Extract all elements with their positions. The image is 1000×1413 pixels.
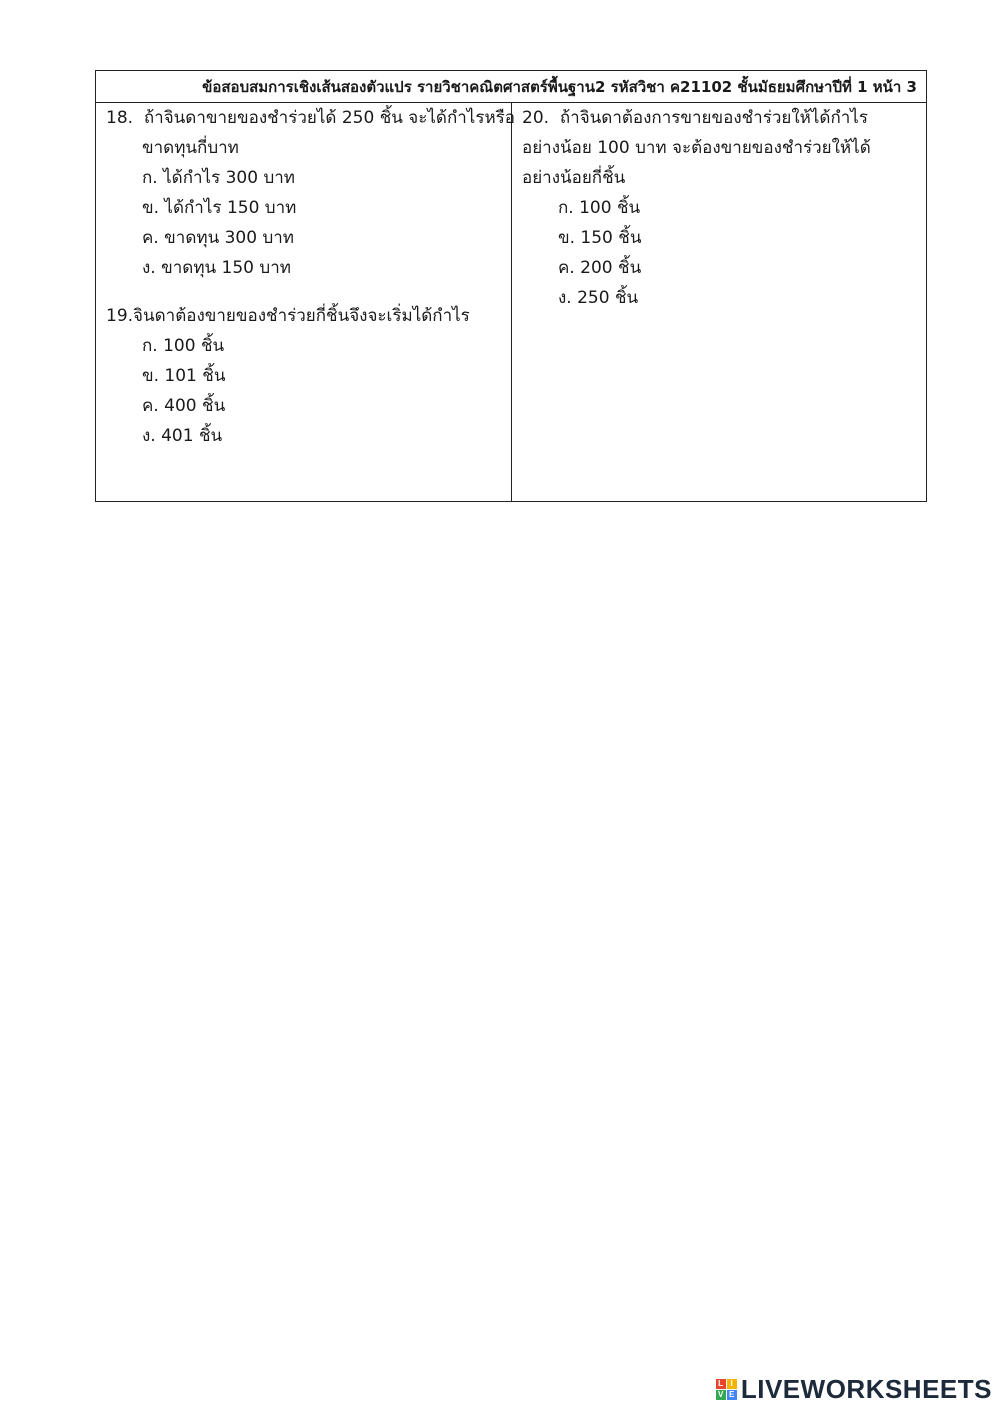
question-number: 18. (106, 108, 134, 128)
question-text: อย่างน้อยกี่ชิ้น (522, 168, 626, 188)
option-b[interactable]: ข. 101 ชิ้น (142, 366, 226, 386)
question-text: ขาดทุนกี่บาท (142, 138, 239, 158)
question-text: ถ้าจินดาต้องการขายของชำร่วยให้ได้กำไร (559, 108, 868, 128)
question-18 (106, 103, 515, 283)
option-d[interactable]: ง. 401 ชิ้น (142, 426, 223, 446)
logo-mark-icon (716, 1379, 737, 1400)
option-c[interactable]: ค. 200 ชิ้น (558, 258, 642, 278)
logo-mark-letter: V (716, 1390, 726, 1400)
right-column (512, 103, 926, 501)
question-columns (96, 103, 926, 501)
logo-mark-letter: L (716, 1379, 726, 1389)
option-b[interactable]: ข. 150 ชิ้น (558, 228, 642, 248)
option-a[interactable]: ก. 100 ชิ้น (558, 198, 641, 218)
logo-mark-letter: I (727, 1379, 737, 1389)
option-c[interactable]: ค. 400 ชิ้น (142, 396, 226, 416)
option-d[interactable]: ง. ขาดทุน 150 บาท (142, 258, 291, 278)
option-a[interactable]: ก. 100 ชิ้น (142, 336, 225, 356)
option-b[interactable]: ข. ได้กำไร 150 บาท (142, 198, 297, 218)
option-a[interactable]: ก. ได้กำไร 300 บาท (142, 168, 296, 188)
exam-sheet (95, 70, 927, 502)
question-number: 19. (106, 306, 134, 326)
question-text: จินดาต้องขายของชำร่วยกี่ชิ้นจึงจะเริ่มได้กำไร (133, 306, 470, 326)
question-20 (522, 103, 871, 313)
liveworksheets-logo (716, 1374, 992, 1405)
question-text: อย่างน้อย 100 บาท จะต้องขายของชำร่วยให้ได้ (522, 138, 871, 158)
question-19 (106, 301, 470, 451)
exam-header: ข้อสอบสมการเชิงเส้นสองตัวแปร รายวิชาคณิตศาสตร์พื้นฐาน2 รหัสวิชา ค21102 ชั้นมัธยมศึกษาปีที่ 1 หน้า 3 (96, 71, 926, 103)
logo-text: LIVEWORKSHEETS (740, 1374, 992, 1404)
option-d[interactable]: ง. 250 ชิ้น (558, 288, 639, 308)
question-text: ถ้าจินดาขายของชำร่วยได้ 250 ชิ้น จะได้กำไรหรือ (143, 108, 516, 128)
option-c[interactable]: ค. ขาดทุน 300 บาท (142, 228, 295, 248)
question-number: 20. (522, 108, 550, 128)
logo-mark-letter: E (727, 1390, 737, 1400)
left-column (96, 103, 516, 501)
